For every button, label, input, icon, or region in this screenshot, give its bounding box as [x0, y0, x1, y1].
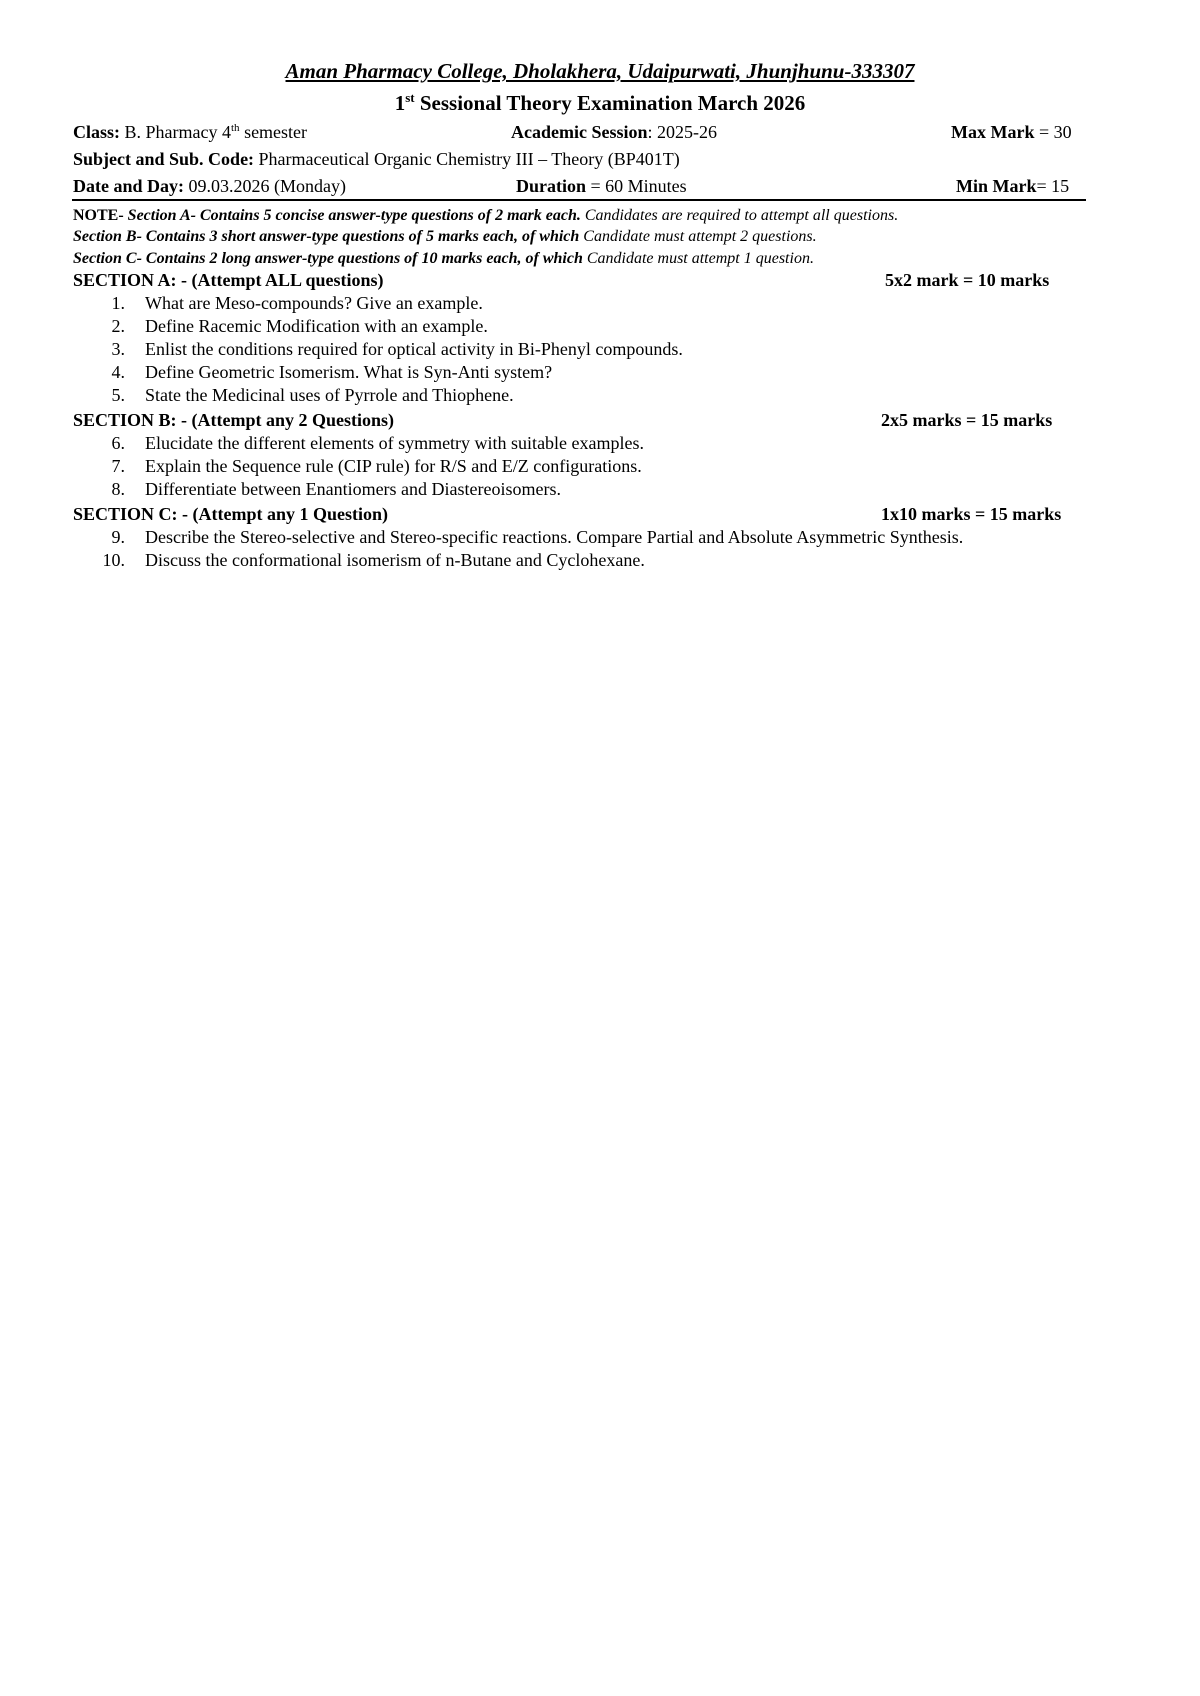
note-prefix: NOTE- [73, 207, 128, 224]
question-number: 9. [111, 527, 125, 547]
class-value-sup: th [231, 122, 240, 134]
header-divider [72, 199, 1086, 201]
question-number: 5. [111, 385, 125, 405]
note-line-3 [73, 248, 1093, 269]
date-info [73, 174, 346, 198]
max-mark-info [951, 120, 1072, 144]
question-number: 7. [111, 456, 125, 476]
info-row-class [73, 120, 1085, 144]
section-a-heading [73, 268, 1093, 292]
note-line-3-rest: Candidate must attempt 1 question. [582, 250, 814, 267]
note-line-1-rest: Candidates are required to attempt all questions. [580, 207, 899, 224]
session-value: : 2025-26 [647, 122, 717, 142]
min-mark-info [956, 174, 1069, 198]
note-line-1-bold: Section A- Contains 5 concise answer-type questions of 2 mark each. [127, 207, 581, 224]
section-title: SECTION C: - (Attempt any 1 Question) [73, 504, 388, 524]
section-marks: 1x10 marks = 15 marks [881, 504, 1062, 524]
note-line-3-bold: Section C- Contains 2 long answer-type questions of 10 marks each, of which [73, 250, 583, 267]
session-info [511, 120, 717, 144]
section-b-heading [73, 408, 1093, 432]
question-text: Elucidate the different elements of symmetry with suitable examples. [145, 433, 645, 453]
note-line-2 [73, 226, 1093, 247]
min-mark-value: = 15 [1036, 176, 1070, 196]
question-text: Explain the Sequence rule (CIP rule) for R/S and E/Z configurations. [145, 456, 642, 476]
class-value-pre: B. Pharmacy 4 [120, 122, 231, 142]
class-label: Class: [73, 122, 121, 142]
question-text: State the Medicinal uses of Pyrrole and Thiophene. [145, 385, 514, 405]
question-text: Describe the Stereo-selective and Stereo-specific reactions. Compare Partial and Absolute Asymmetric Synthesis. [145, 527, 964, 547]
duration-label: Duration [516, 176, 587, 196]
note-line-1 [73, 205, 1093, 226]
duration-value: = 60 Minutes [586, 176, 687, 196]
question-number: 1. [111, 293, 125, 313]
question-text: Differentiate between Enantiomers and Diastereoisomers. [145, 479, 562, 499]
question-text: Enlist the conditions required for optical activity in Bi-Phenyl compounds. [145, 339, 683, 359]
exam-title [0, 90, 1200, 116]
question-number: 3. [111, 339, 125, 359]
exam-title-text: Sessional Theory Examination March 2026 [414, 91, 806, 115]
section-marks: 2x5 marks = 15 marks [881, 410, 1053, 430]
college-name: Aman Pharmacy College, Dholakhera, Udaipurwati, Jhunjhunu-333307 [285, 59, 915, 83]
max-mark-value: = 30 [1034, 122, 1072, 142]
subject-value: Pharmaceutical Organic Chemistry III – Theory (BP401T) [254, 149, 680, 169]
section-title: SECTION A: - (Attempt ALL questions) [73, 270, 384, 290]
max-mark-label: Max Mark [951, 122, 1035, 142]
class-info [73, 120, 307, 144]
question-number: 6. [111, 433, 125, 453]
session-label: Academic Session [511, 122, 648, 142]
question-text: Define Geometric Isomerism. What is Syn-Anti system? [145, 362, 553, 382]
exam-ordinal: 1 [394, 91, 406, 115]
note-line-2-bold: Section B- Contains 3 short answer-type questions of 5 marks each, of which [73, 228, 580, 245]
section-marks: 5x2 mark = 10 marks [885, 270, 1050, 290]
subject-info [73, 147, 680, 171]
question-text: Discuss the conformational isomerism of n-Butane and Cyclohexane. [145, 550, 645, 570]
note-line-2-rest: Candidate must attempt 2 questions. [579, 228, 817, 245]
section-c-heading [73, 502, 1093, 526]
question-number: 4. [111, 362, 125, 382]
info-row-date [73, 174, 1085, 198]
date-label: Date and Day: [73, 176, 184, 196]
min-mark-label: Min Mark [956, 176, 1037, 196]
exam-ordinal-suffix: st [405, 90, 415, 105]
question-number: 8. [111, 479, 125, 499]
question-text: What are Meso-compounds? Give an example. [145, 293, 483, 313]
date-value: 09.03.2026 (Monday) [184, 176, 346, 196]
class-value-post: semester [239, 122, 308, 142]
duration-info [516, 174, 687, 198]
question-number: 10. [102, 550, 125, 570]
question-text: Define Racemic Modification with an example. [145, 316, 488, 336]
question-number: 2. [111, 316, 125, 336]
info-row-subject [73, 147, 1085, 171]
section-title: SECTION B: - (Attempt any 2 Questions) [73, 410, 395, 430]
subject-label: Subject and Sub. Code: [73, 149, 255, 169]
